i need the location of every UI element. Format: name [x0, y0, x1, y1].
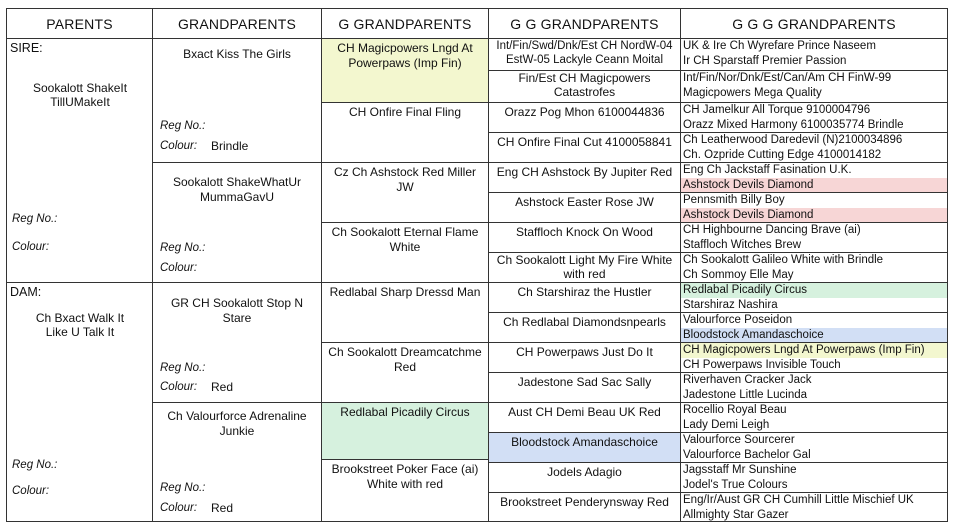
header-parents: PARENTS — [6, 8, 153, 39]
sire-reg-label: Reg No.: — [12, 213, 58, 225]
ggg-grandparent-name: Allmighty Star Gazer — [683, 509, 789, 521]
grandparent-cell — [152, 402, 322, 522]
dam-label: DAM: — [10, 285, 42, 299]
ggg-grandparent-cell — [680, 38, 948, 71]
gg-grandparent-cell: Ch Redlabal Diamondsnpearls — [488, 312, 681, 343]
g-grandparent-cell: Cz Ch Ashstock Red Miller JW — [321, 162, 489, 223]
ggg-grandparent-name: Bloodstock Amandaschoice — [681, 328, 947, 343]
gg-grandparent-cell: Bloodstock Amandaschoice — [488, 432, 681, 463]
colour-label: Colour: — [160, 262, 198, 274]
header-grandparents: GRANDPARENTS — [152, 8, 322, 39]
g-grandparent-cell: Redlabal Picadily Circus — [321, 402, 489, 460]
gg-grandparent-cell: Orazz Pog Mhon 6100044836 — [488, 102, 681, 133]
grandparent-name: GR CH Sookalott Stop N Stare — [170, 296, 304, 325]
header-gg-grandparents: G G GRANDPARENTS — [488, 8, 681, 39]
dam-reg-label: Reg No.: — [12, 459, 58, 471]
ggg-grandparent-name: CH Highbourne Dancing Brave (ai) — [683, 224, 861, 236]
dam-name: Ch Bxact Walk It Like U Talk It — [35, 311, 125, 339]
grandparent-name: Ch Valourforce Adrenaline Junkie — [167, 409, 307, 438]
reg-label: Reg No.: — [160, 482, 206, 494]
ggg-grandparent-cell — [680, 492, 948, 522]
ggg-grandparent-name: Jodel's True Colours — [683, 479, 788, 491]
sire-label: SIRE: — [10, 41, 43, 55]
ggg-grandparent-name: Ch Sommoy Elle May — [683, 269, 794, 281]
colour-label: Colour: — [160, 381, 198, 393]
ggg-grandparent-cell — [680, 252, 948, 283]
colour-label: Colour: — [160, 140, 198, 152]
ggg-grandparent-name: Ch Sookalott Galileo White with Brindle — [683, 254, 884, 266]
ggg-grandparent-name: Eng/Ir/Aust GR CH Cumhill Little Mischief UK — [683, 494, 914, 506]
ggg-grandparent-cell — [680, 162, 948, 193]
gg-grandparent-cell: Ashstock Easter Rose JW — [488, 192, 681, 223]
ggg-grandparent-name: Int/Fin/Nor/Dnk/Est/Can/Am CH FinW-99 — [683, 72, 892, 84]
colour-value: Red — [211, 380, 234, 394]
gg-grandparent-cell: Jodels Adagio — [488, 462, 681, 493]
ggg-grandparent-name: Ch. Ozpride Cutting Edge 4100014182 — [683, 149, 882, 161]
colour-value: Brindle — [211, 139, 249, 153]
ggg-grandparent-cell — [680, 132, 948, 163]
ggg-grandparent-cell — [680, 70, 948, 103]
ggg-grandparent-name: Magicpowers Mega Quality — [683, 87, 822, 99]
sire-name: Sookalott ShakeIt TillUMakeIt — [32, 81, 128, 109]
reg-label: Reg No.: — [160, 242, 206, 254]
ggg-grandparent-cell — [680, 342, 948, 373]
gg-grandparent-cell: Staffloch Knock On Wood — [488, 222, 681, 253]
ggg-grandparent-name: Valourforce Sourcerer — [683, 434, 795, 446]
ggg-grandparent-name: Jagsstaff Mr Sunshine — [683, 464, 797, 476]
ggg-grandparent-cell — [680, 432, 948, 463]
ggg-grandparent-name: UK & Ire Ch Wyrefare Prince Naseem — [683, 40, 876, 52]
ggg-grandparent-name: CH Powerpaws Invisible Touch — [683, 359, 841, 371]
reg-label: Reg No.: — [160, 362, 206, 374]
ggg-grandparent-cell — [680, 312, 948, 343]
ggg-grandparent-name: Ashstock Devils Diamond — [681, 178, 947, 193]
grandparent-cell — [152, 38, 322, 163]
header-ggg-grandparents: G G G GRANDPARENTS — [680, 8, 948, 39]
reg-label: Reg No.: — [160, 120, 206, 132]
grandparent-name: Bxact Kiss The Girls — [183, 47, 291, 61]
dam-cell — [6, 282, 153, 522]
ggg-grandparent-name: Eng Ch Jackstaff Fasination U.K. — [683, 164, 852, 176]
g-grandparent-cell: Ch Sookalott Eternal Flame White — [321, 222, 489, 283]
grandparent-name: Sookalott ShakeWhatUr MummaGavU — [172, 175, 302, 204]
pedigree-chart — [6, 8, 948, 522]
ggg-grandparent-name: Valourforce Poseidon — [683, 314, 793, 326]
gg-grandparent-cell: Ch Sookalott Light My Fire White with red — [488, 252, 681, 283]
gg-grandparent-cell: CH Powerpaws Just Do It — [488, 342, 681, 373]
ggg-grandparent-name: Valourforce Bachelor Gal — [683, 449, 811, 461]
g-grandparent-cell: CH Magicpowers Lngd At Powerpaws (Imp Fin) — [321, 38, 489, 103]
grandparent-cell — [152, 162, 322, 283]
ggg-grandparent-cell — [680, 462, 948, 493]
ggg-grandparent-name: Lady Demi Leigh — [683, 419, 770, 431]
g-grandparent-cell: CH Onfire Final Fling — [321, 102, 489, 163]
gg-grandparent-cell: Ch Starshiraz the Hustler — [488, 282, 681, 313]
ggg-grandparent-name: Pennsmith Billy Boy — [683, 194, 785, 206]
ggg-grandparent-cell — [680, 372, 948, 403]
sire-cell — [6, 38, 153, 283]
grandparent-cell — [152, 282, 322, 403]
ggg-grandparent-name: Riverhaven Cracker Jack — [683, 374, 812, 386]
ggg-grandparent-name: CH Magicpowers Lngd At Powerpaws (Imp Fin) — [681, 343, 947, 358]
dam-colour-label: Colour: — [12, 485, 50, 497]
ggg-grandparent-name: Rocellio Royal Beau — [683, 404, 787, 416]
header-g-grandparents: G GRANDPARENTS — [321, 8, 489, 39]
gg-grandparent-cell: Eng CH Ashstock By Jupiter Red — [488, 162, 681, 193]
ggg-grandparent-cell — [680, 282, 948, 313]
ggg-grandparent-name: Starshiraz Nashira — [683, 299, 778, 311]
gg-grandparent-cell: Jadestone Sad Sac Sally — [488, 372, 681, 403]
ggg-grandparent-name: Redlabal Picadily Circus — [681, 283, 947, 298]
ggg-grandparent-cell — [680, 192, 948, 223]
ggg-grandparent-name: Orazz Mixed Harmony 6100035774 Brindle — [683, 119, 904, 131]
sire-colour-label: Colour: — [12, 241, 50, 253]
gg-grandparent-cell: Fin/Est CH Magicpowers Catastrofes — [488, 70, 681, 103]
colour-label: Colour: — [160, 502, 198, 514]
ggg-grandparent-name: Ashstock Devils Diamond — [681, 208, 947, 223]
g-grandparent-cell: Redlabal Sharp Dressd Man — [321, 282, 489, 343]
ggg-grandparent-name: Ch Leatherwood Daredevil (N)2100034896 — [683, 134, 903, 146]
ggg-grandparent-name: Ir CH Sparstaff Premier Passion — [683, 55, 847, 67]
gg-grandparent-cell: Int/Fin/Swd/Dnk/Est CH NordW-04 EstW-05 Lackyle Ceann Moital — [488, 38, 681, 71]
ggg-grandparent-cell — [680, 402, 948, 433]
g-grandparent-cell: Ch Sookalott Dreamcatchme Red — [321, 342, 489, 403]
ggg-grandparent-name: CH Jamelkur All Torque 9100004796 — [683, 104, 871, 116]
ggg-grandparent-cell — [680, 222, 948, 253]
ggg-grandparent-name: Staffloch Witches Brew — [683, 239, 802, 251]
colour-value: Red — [211, 501, 234, 515]
gg-grandparent-cell: Brookstreet Penderynsway Red — [488, 492, 681, 522]
g-grandparent-cell: Brookstreet Poker Face (ai) White with red — [321, 459, 489, 522]
ggg-grandparent-name: Jadestone Little Lucinda — [683, 389, 808, 401]
gg-grandparent-cell: Aust CH Demi Beau UK Red — [488, 402, 681, 433]
gg-grandparent-cell: CH Onfire Final Cut 4100058841 — [488, 132, 681, 163]
ggg-grandparent-cell — [680, 102, 948, 133]
